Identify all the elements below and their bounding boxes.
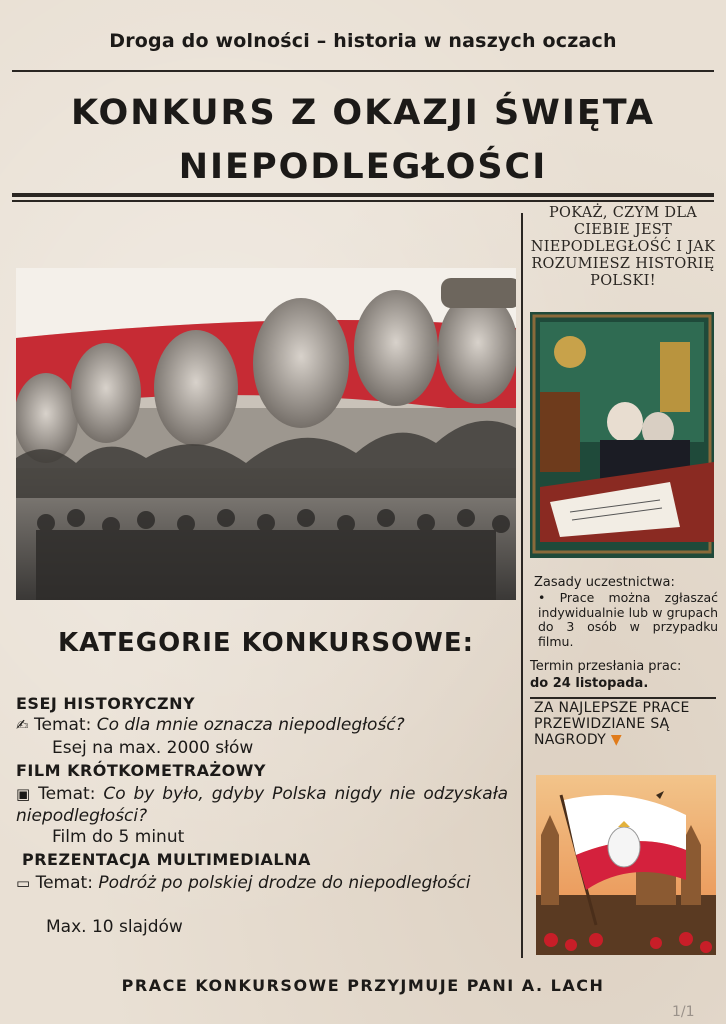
flag-eagle-image [536, 775, 716, 955]
column-divider [521, 213, 523, 958]
memo-icon: ✍ [16, 716, 29, 734]
categories-title: KATEGORIE KONKURSOWE: [57, 628, 475, 658]
page-number: 1/1 [672, 1004, 695, 1020]
category-heading-essay: ESEJ HISTORYCZNY [16, 694, 196, 713]
painting-illustration [530, 312, 714, 558]
prize-info: ZA NAJLEPSZE PRACE PRZEWIDZIANE SĄ NAGRODY ▼ [534, 700, 690, 748]
page-title-line1: KONKURS Z OKAZJI ŚWIĘTA [71, 93, 655, 133]
category-detail-film: Film do 5 minut [52, 827, 185, 847]
rules-heading: Zasady uczestnictwa: [534, 575, 675, 590]
divider-deadline [530, 697, 716, 699]
eagle-emblem [554, 336, 586, 368]
category-topic-film: ▣ Temat: Co by było, gdyby Polska nigdy nie odzyskała niepodległości? [16, 784, 508, 826]
category-topic-essay: ✍ Temat: Co dla mnie oznacza niepodległość? [16, 715, 405, 735]
deadline-label: Termin przesłania prac: [530, 659, 682, 674]
divider-title-thin [12, 200, 714, 202]
eagle-icon [608, 827, 640, 867]
category-heading-film: FILM KRÓTKOMETRAŻOWY [16, 761, 266, 780]
category-detail-essay: Esej na max. 2000 słów [52, 738, 254, 758]
category-heading-presentation: PREZENTACJA MULTIMEDIALNA [22, 850, 311, 869]
flag-eagle-illustration [536, 775, 716, 955]
sidebar-tagline: POKAŻ, CZYM DLA CIEBIE JEST NIEPODLEGŁOŚĆ I JAK ROZUMIESZ HISTORIĘ POLSKI! [530, 205, 716, 289]
clapper-icon: ▣ [16, 785, 31, 803]
historical-painting [530, 312, 714, 558]
page-subtitle: Droga do wolności – historia w naszych oczach [109, 30, 617, 52]
footer-note: PRACE KONKURSOWE PRZYJMUJE PANI A. LACH [121, 976, 605, 995]
bullet-icon: • [538, 590, 560, 605]
deadline [530, 658, 720, 692]
deadline-value: do 24 listopada. [530, 676, 649, 691]
rules-list-item: • Prace można zgłaszać indywidualnie lub w grupach do 3 osób w przypadku filmu. [538, 590, 718, 649]
divider-title-thick [12, 193, 714, 197]
page-title [20, 86, 706, 194]
divider-top [12, 70, 714, 72]
hero-illustration [16, 268, 516, 600]
hero-image [16, 268, 516, 600]
laptop-icon: ▭ [16, 874, 31, 892]
page-title-line2: NIEPODLEGŁOŚCI [178, 147, 548, 187]
category-topic-presentation: ▭ Temat: Podróż po polskiej drodze do niepodległości [16, 873, 471, 893]
category-detail-presentation: Max. 10 slajdów [46, 917, 183, 937]
trophy-icon: ▼ [610, 732, 622, 748]
